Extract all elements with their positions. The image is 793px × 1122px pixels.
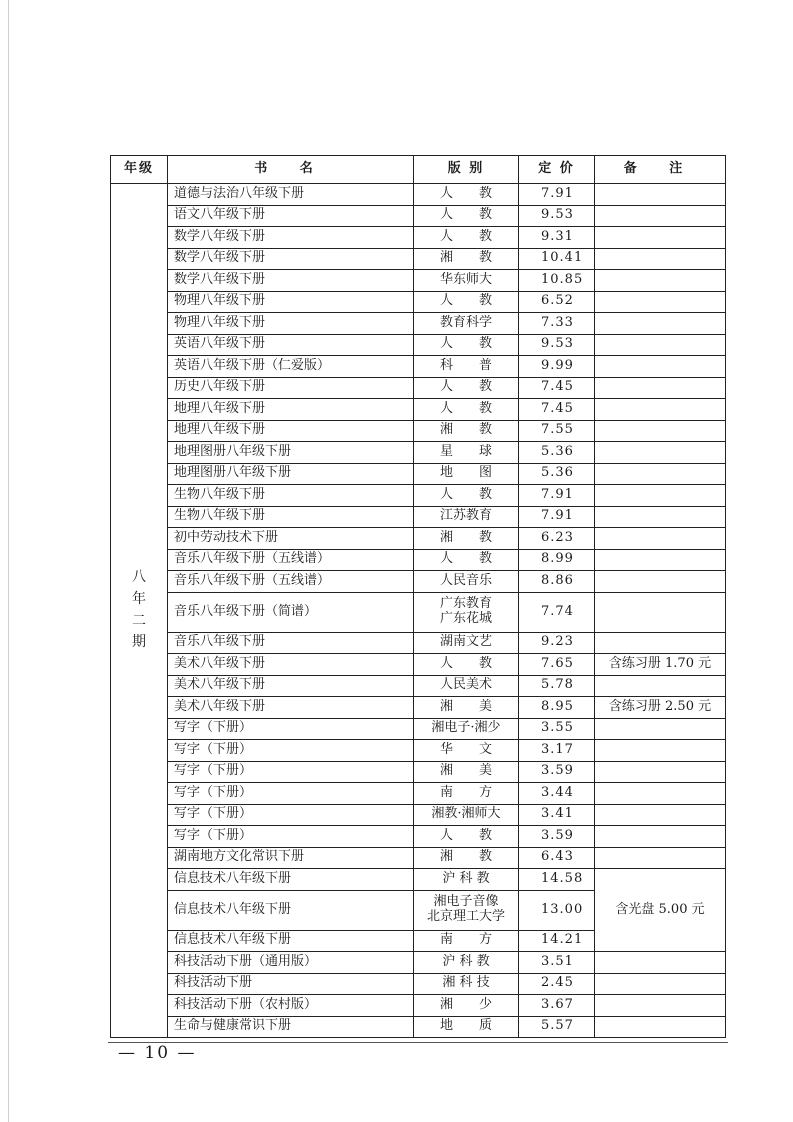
header-book-name: 书 名	[168, 156, 414, 184]
price-cell: 7.74	[519, 592, 595, 632]
table-row	[111, 675, 726, 697]
note-cell	[595, 826, 726, 848]
note-cell	[595, 334, 726, 356]
price-cell: 5.36	[519, 442, 595, 464]
price-cell: 8.95	[519, 697, 595, 719]
table-row	[111, 313, 726, 335]
book-name-cell: 初中劳动技术下册	[168, 528, 414, 550]
price-cell: 13.00	[519, 890, 595, 930]
price-cell: 5.57	[519, 1016, 595, 1038]
publisher-cell	[414, 356, 519, 378]
note-cell	[595, 528, 726, 550]
publisher-cell	[414, 377, 519, 399]
publisher-line: 广东教育	[439, 596, 492, 612]
publisher-cell	[414, 592, 519, 632]
price-cell: 3.59	[519, 826, 595, 848]
publisher-cell	[414, 632, 519, 654]
publisher-cell	[414, 718, 519, 740]
book-name-cell: 音乐八年级下册（五线谱）	[168, 549, 414, 571]
publisher-cell	[414, 442, 519, 464]
publisher-cell	[414, 248, 519, 270]
price-cell: 3.55	[519, 718, 595, 740]
note-cell	[595, 485, 726, 507]
price-cell: 9.99	[519, 356, 595, 378]
price-cell: 7.91	[519, 506, 595, 528]
table-header-row	[111, 156, 726, 184]
publisher-cell	[414, 1016, 519, 1038]
book-name-cell: 地理八年级下册	[168, 399, 414, 421]
table-row	[111, 847, 726, 869]
note-cell	[595, 952, 726, 974]
price-cell: 6.43	[519, 847, 595, 869]
price-cell: 9.23	[519, 632, 595, 654]
table-row	[111, 1016, 726, 1038]
publisher-line: 人 教	[439, 207, 492, 223]
book-name-cell: 信息技术八年级下册	[168, 930, 414, 952]
publisher-cell	[414, 995, 519, 1017]
publisher-line: 地 质	[439, 1018, 492, 1034]
grade-char: 期	[132, 634, 146, 651]
book-name-cell: 数学八年级下册	[168, 270, 414, 292]
price-cell: 10.85	[519, 270, 595, 292]
publisher-line: 湘 教	[439, 529, 492, 545]
book-name-cell: 生命与健康常识下册	[168, 1016, 414, 1038]
note-cell: 含练习册 1.70 元	[595, 654, 726, 676]
book-name-cell: 美术八年级下册	[168, 654, 414, 676]
table-row	[111, 205, 726, 227]
note-cell	[595, 205, 726, 227]
note-cell	[595, 506, 726, 528]
publisher-cell	[414, 783, 519, 805]
note-cell	[595, 1016, 726, 1038]
publisher-line: 湘 教	[439, 250, 492, 266]
publisher-line: 华东师大	[439, 271, 492, 287]
note-cell	[595, 995, 726, 1017]
table-row	[111, 356, 726, 378]
table-row	[111, 528, 726, 550]
price-cell: 6.23	[519, 528, 595, 550]
book-name-cell: 道德与法治八年级下册	[168, 184, 414, 206]
price-cell: 6.52	[519, 291, 595, 313]
table-row	[111, 184, 726, 206]
publisher-cell	[414, 420, 519, 442]
publisher-line: 沪 科 教	[442, 870, 490, 886]
publisher-line: 南 方	[439, 784, 492, 800]
publisher-line: 人民音乐	[439, 572, 492, 588]
publisher-cell	[414, 697, 519, 719]
publisher-cell	[414, 205, 519, 227]
book-name-cell: 信息技术八年级下册	[168, 890, 414, 930]
table-row	[111, 485, 726, 507]
publisher-cell	[414, 890, 519, 930]
book-name-cell: 生物八年级下册	[168, 506, 414, 528]
publisher-cell	[414, 334, 519, 356]
publisher-cell	[414, 270, 519, 292]
header-price: 定 价	[519, 156, 595, 184]
publisher-cell	[414, 930, 519, 952]
table-row	[111, 399, 726, 421]
table-row	[111, 869, 726, 891]
table-row	[111, 740, 726, 762]
note-cell	[595, 270, 726, 292]
publisher-cell	[414, 528, 519, 550]
publisher-line: 人 教	[439, 551, 492, 567]
table-row	[111, 248, 726, 270]
table-row	[111, 697, 726, 719]
publisher-cell	[414, 869, 519, 891]
publisher-line: 湘 少	[439, 996, 492, 1012]
header-publisher: 版 别	[414, 156, 519, 184]
price-cell: 3.51	[519, 952, 595, 974]
table-row	[111, 291, 726, 313]
publisher-line: 人 教	[439, 293, 492, 309]
price-cell: 7.45	[519, 377, 595, 399]
book-name-cell: 湖南地方文化常识下册	[168, 847, 414, 869]
publisher-cell	[414, 485, 519, 507]
publisher-cell	[414, 804, 519, 826]
table-row	[111, 804, 726, 826]
table-row	[111, 783, 726, 805]
book-name-cell: 写字（下册）	[168, 761, 414, 783]
price-cell: 9.53	[519, 334, 595, 356]
publisher-line: 湘教·湘师大	[431, 806, 501, 822]
publisher-line: 人 教	[439, 379, 492, 395]
publisher-cell	[414, 952, 519, 974]
price-cell: 9.31	[519, 227, 595, 249]
price-cell: 3.17	[519, 740, 595, 762]
note-cell	[595, 420, 726, 442]
publisher-line: 地 图	[439, 465, 492, 481]
book-name-cell: 写字（下册）	[168, 718, 414, 740]
price-cell: 7.33	[519, 313, 595, 335]
book-name-cell: 数学八年级下册	[168, 248, 414, 270]
note-cell	[595, 291, 726, 313]
publisher-line: 人 教	[439, 655, 492, 671]
page-number: — 10 —	[118, 1043, 197, 1063]
table-row	[111, 442, 726, 464]
book-name-cell: 信息技术八年级下册	[168, 869, 414, 891]
publisher-cell	[414, 847, 519, 869]
publisher-cell	[414, 973, 519, 995]
note-cell	[595, 783, 726, 805]
publisher-line: 广东花城	[439, 611, 492, 626]
publisher-cell	[414, 463, 519, 485]
publisher-line: 人 教	[439, 486, 492, 502]
book-name-cell: 物理八年级下册	[168, 291, 414, 313]
publisher-line: 人 教	[439, 228, 492, 244]
note-cell	[595, 847, 726, 869]
publisher-cell	[414, 291, 519, 313]
note-cell	[595, 356, 726, 378]
book-name-cell: 科技活动下册（农村版）	[168, 995, 414, 1017]
price-cell: 7.55	[519, 420, 595, 442]
publisher-line: 人 教	[439, 185, 492, 201]
table-row	[111, 952, 726, 974]
publisher-line: 湘电子·湘少	[431, 720, 501, 736]
book-name-cell: 写字（下册）	[168, 740, 414, 762]
price-cell: 14.21	[519, 930, 595, 952]
table-row	[111, 632, 726, 654]
table-row	[111, 718, 726, 740]
price-cell: 14.58	[519, 869, 595, 891]
table-row	[111, 270, 726, 292]
publisher-line: 人 教	[439, 827, 492, 843]
grade-char: 二	[132, 612, 146, 629]
note-cell	[595, 442, 726, 464]
price-cell: 3.59	[519, 761, 595, 783]
publisher-line: 北京理工大学	[426, 909, 505, 924]
book-name-cell: 写字（下册）	[168, 804, 414, 826]
textbook-price-table	[110, 155, 726, 1038]
price-cell: 7.91	[519, 184, 595, 206]
book-name-cell: 科技活动下册	[168, 973, 414, 995]
publisher-line: 人民美术	[439, 677, 492, 693]
book-name-cell: 美术八年级下册	[168, 697, 414, 719]
publisher-line: 湘 教	[439, 422, 492, 438]
table-row	[111, 826, 726, 848]
grade-cell	[111, 184, 168, 1038]
note-cell	[595, 549, 726, 571]
note-cell	[595, 248, 726, 270]
publisher-line: 湘 美	[439, 698, 492, 714]
publisher-line: 湘电子音像	[433, 894, 499, 910]
note-cell	[595, 632, 726, 654]
price-cell: 3.67	[519, 995, 595, 1017]
note-cell	[595, 377, 726, 399]
note-cell: 含光盘 5.00 元	[595, 869, 726, 952]
book-name-cell: 地理八年级下册	[168, 420, 414, 442]
table-row	[111, 549, 726, 571]
price-cell: 2.45	[519, 973, 595, 995]
table-row	[111, 592, 726, 632]
publisher-line: 沪 科 教	[442, 953, 490, 969]
publisher-cell	[414, 740, 519, 762]
book-name-cell: 写字（下册）	[168, 783, 414, 805]
publisher-cell	[414, 675, 519, 697]
publisher-line: 科 普	[439, 357, 492, 373]
price-cell: 7.45	[519, 399, 595, 421]
table-row	[111, 571, 726, 593]
publisher-cell	[414, 227, 519, 249]
publisher-cell	[414, 654, 519, 676]
note-cell	[595, 675, 726, 697]
book-name-cell: 地理图册八年级下册	[168, 463, 414, 485]
publisher-line: 湘 科 技	[442, 975, 490, 991]
book-name-cell: 英语八年级下册（仁爱版）	[168, 356, 414, 378]
header-grade: 年级	[111, 156, 168, 184]
table-row	[111, 334, 726, 356]
publisher-cell	[414, 761, 519, 783]
book-name-cell: 历史八年级下册	[168, 377, 414, 399]
book-name-cell: 生物八年级下册	[168, 485, 414, 507]
note-cell	[595, 804, 726, 826]
table-row	[111, 377, 726, 399]
note-cell	[595, 184, 726, 206]
book-name-cell: 地理图册八年级下册	[168, 442, 414, 464]
table-row	[111, 463, 726, 485]
note-cell	[595, 761, 726, 783]
publisher-cell	[414, 549, 519, 571]
price-cell: 9.53	[519, 205, 595, 227]
book-name-cell: 科技活动下册（通用版）	[168, 952, 414, 974]
note-cell	[595, 399, 726, 421]
publisher-cell	[414, 399, 519, 421]
publisher-line: 湘 教	[439, 849, 492, 865]
note-cell	[595, 718, 726, 740]
publisher-cell	[414, 826, 519, 848]
publisher-line: 人 教	[439, 400, 492, 416]
publisher-cell	[414, 571, 519, 593]
book-name-cell: 音乐八年级下册（五线谱）	[168, 571, 414, 593]
publisher-line: 教育科学	[439, 314, 492, 330]
book-name-cell: 写字（下册）	[168, 826, 414, 848]
table-row	[111, 227, 726, 249]
table-row	[111, 973, 726, 995]
book-name-cell: 美术八年级下册	[168, 675, 414, 697]
publisher-line: 江苏教育	[439, 508, 492, 524]
book-name-cell: 音乐八年级下册（简谱）	[168, 592, 414, 632]
header-note: 备 注	[595, 156, 726, 184]
note-cell	[595, 973, 726, 995]
publisher-cell	[414, 506, 519, 528]
book-name-cell: 英语八年级下册	[168, 334, 414, 356]
publisher-line: 湖南文艺	[439, 634, 492, 650]
price-cell: 7.91	[519, 485, 595, 507]
table-row	[111, 654, 726, 676]
price-cell: 8.99	[519, 549, 595, 571]
page-edge-line	[8, 0, 9, 1122]
price-cell: 5.36	[519, 463, 595, 485]
price-cell: 10.41	[519, 248, 595, 270]
publisher-line: 华 文	[439, 741, 492, 757]
note-cell	[595, 463, 726, 485]
grade-char: 年	[132, 590, 146, 607]
table-row	[111, 761, 726, 783]
book-name-cell: 物理八年级下册	[168, 313, 414, 335]
table-row	[111, 995, 726, 1017]
note-cell	[595, 313, 726, 335]
note-cell	[595, 740, 726, 762]
price-cell: 8.86	[519, 571, 595, 593]
book-name-cell: 数学八年级下册	[168, 227, 414, 249]
note-cell	[595, 571, 726, 593]
book-name-cell: 音乐八年级下册	[168, 632, 414, 654]
publisher-cell	[414, 313, 519, 335]
footer-rule	[108, 1042, 728, 1043]
price-cell: 3.44	[519, 783, 595, 805]
grade-char: 八	[132, 569, 146, 586]
publisher-cell	[414, 184, 519, 206]
table-row	[111, 506, 726, 528]
price-cell: 7.65	[519, 654, 595, 676]
table-row	[111, 420, 726, 442]
price-cell: 3.41	[519, 804, 595, 826]
publisher-line: 湘 美	[439, 763, 492, 779]
publisher-line: 星 球	[439, 443, 492, 459]
table-body	[111, 184, 726, 1038]
note-cell	[595, 227, 726, 249]
note-cell	[595, 592, 726, 632]
publisher-line: 人 教	[439, 336, 492, 352]
note-cell: 含练习册 2.50 元	[595, 697, 726, 719]
book-name-cell: 语文八年级下册	[168, 205, 414, 227]
price-cell: 5.78	[519, 675, 595, 697]
publisher-line: 南 方	[439, 932, 492, 948]
